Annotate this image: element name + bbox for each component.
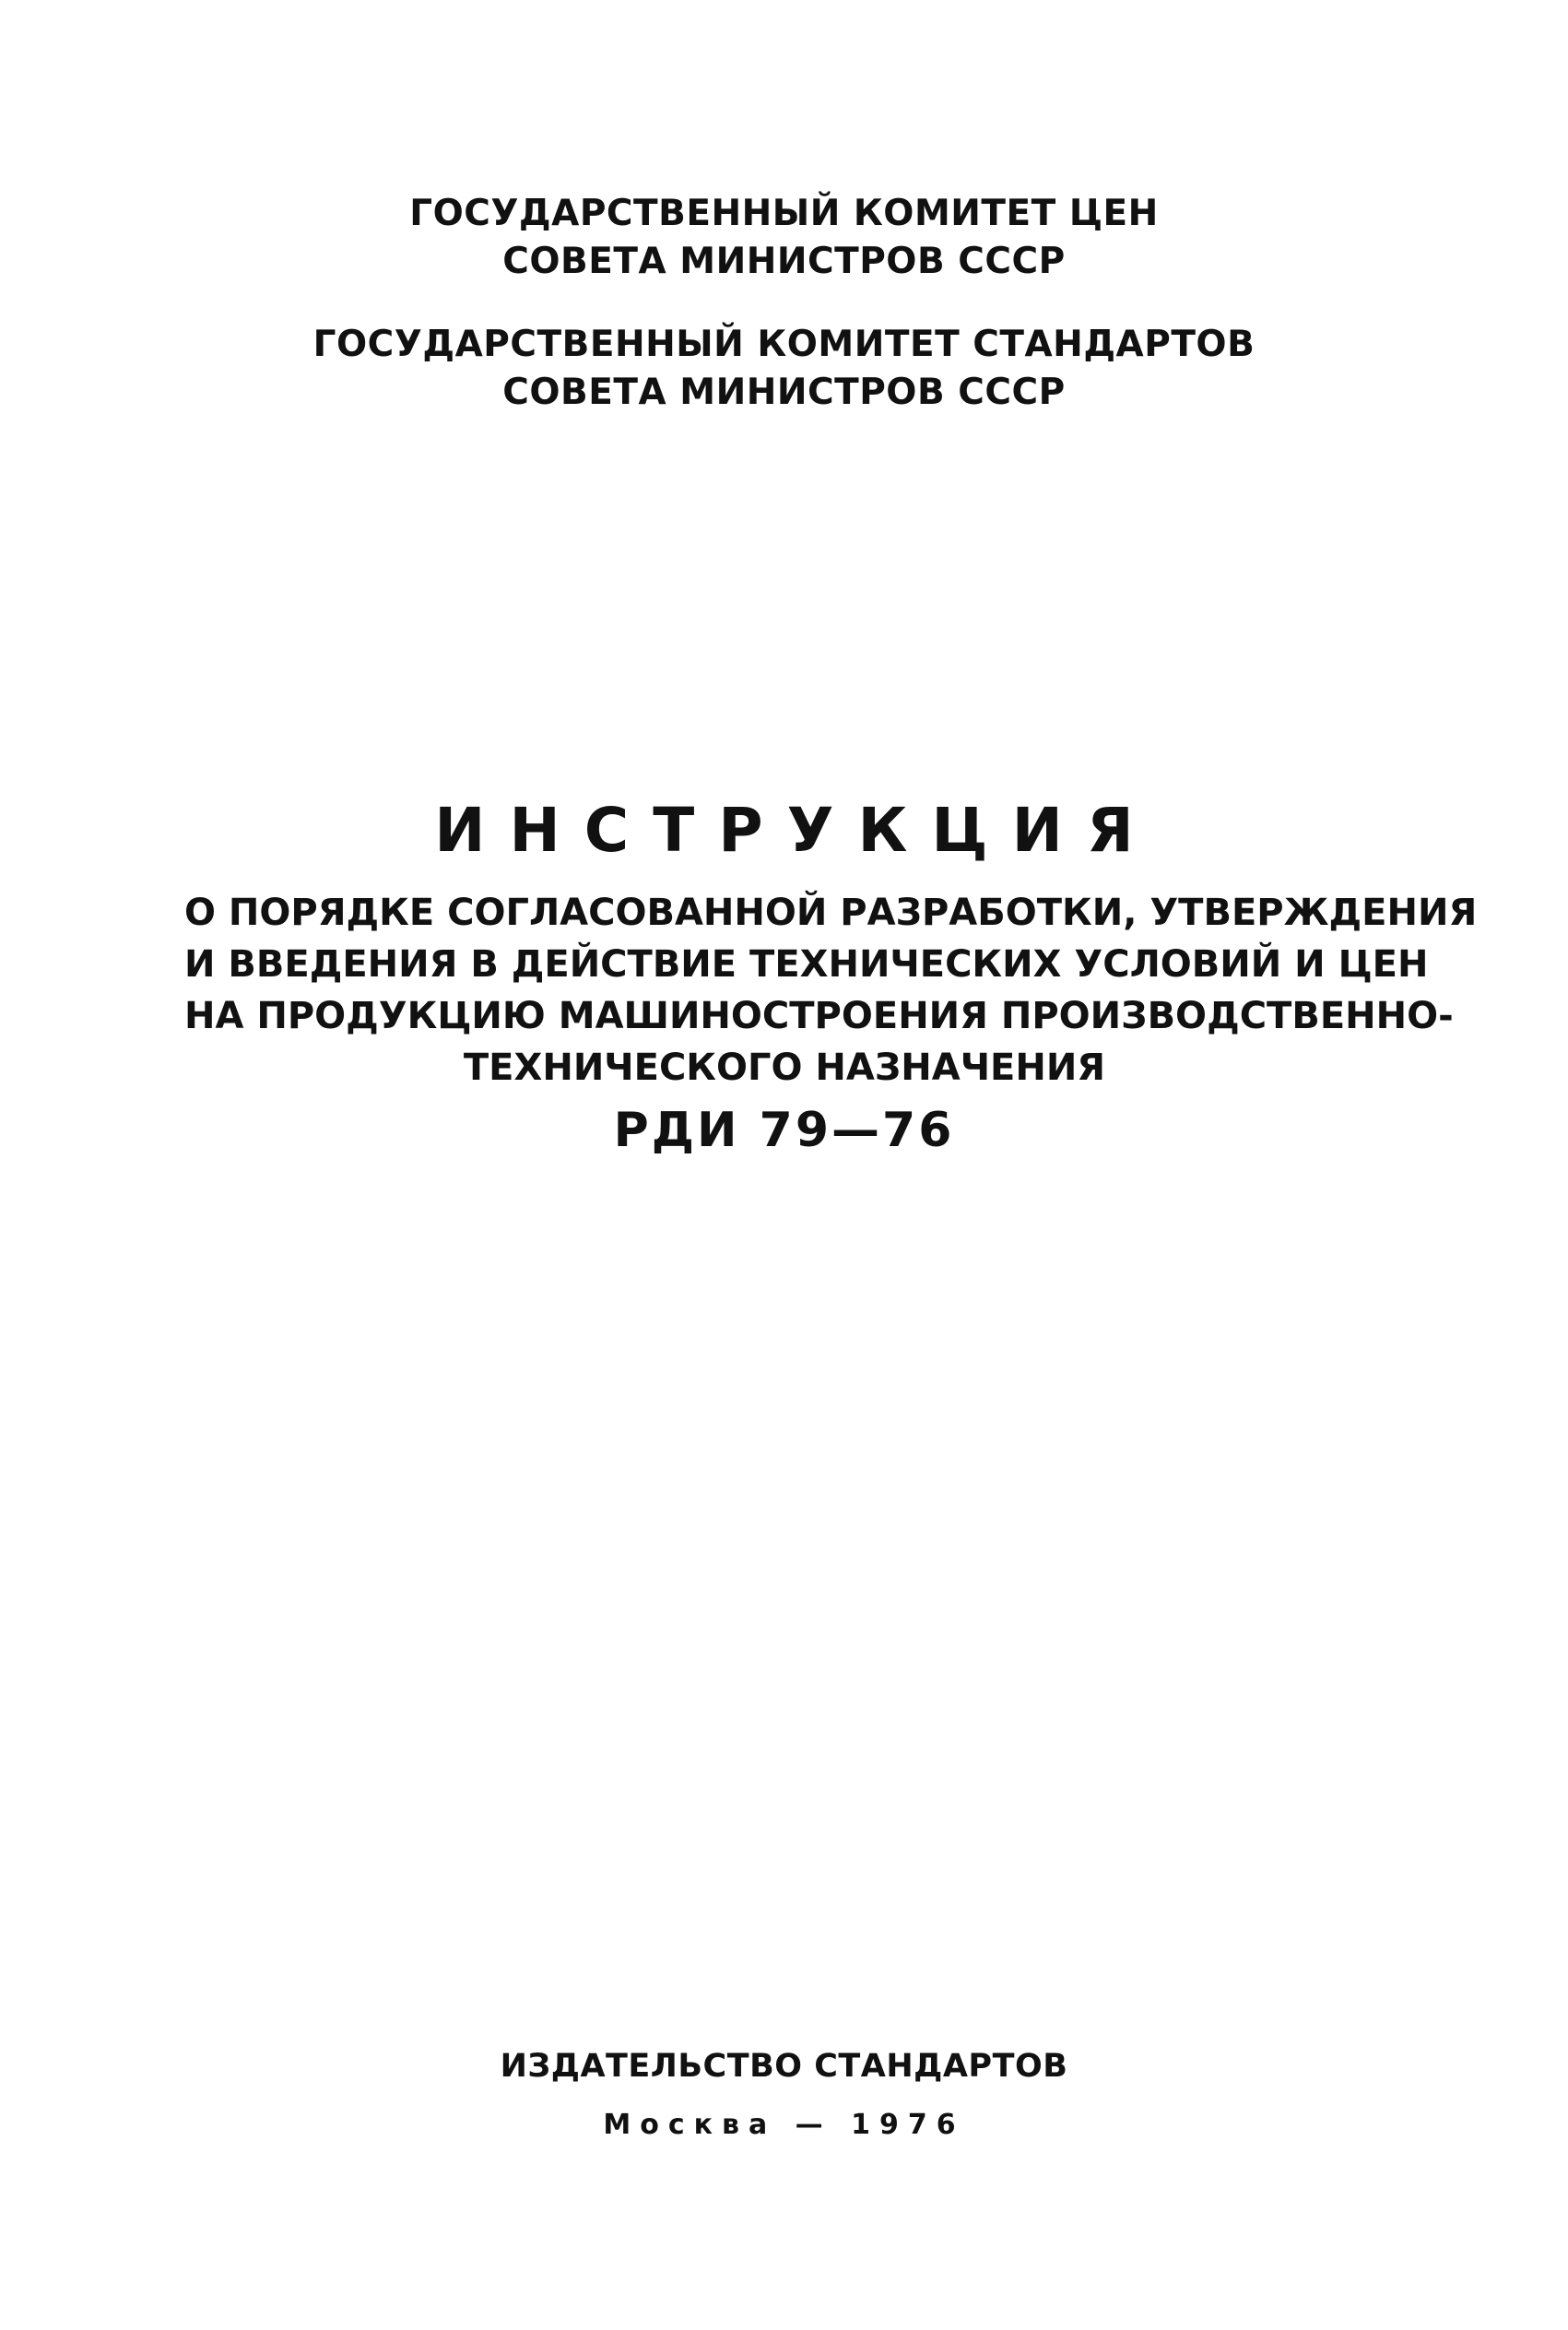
subtitle-line-2: И ВВЕДЕНИЯ В ДЕЙСТВИЕ ТЕХНИЧЕСКИХ УСЛОВИЙ И ЦЕН <box>184 943 1429 986</box>
organization-1-line-2: СОВЕТА МИНИСТРОВ СССР <box>502 241 1066 282</box>
organization-2-line-1: ГОСУДАРСТВЕННЫЙ КОМИТЕТ СТАНДАРТОВ <box>312 324 1256 365</box>
publisher-name: ИЗДАТЕЛЬСТВО СТАНДАРТОВ <box>500 2048 1068 2085</box>
organization-2-line-2: СОВЕТА МИНИСТРОВ СССР <box>502 372 1066 413</box>
organization-1-line-1: ГОСУДАРСТВЕННЫЙ КОМИТЕТ ЦЕН <box>409 193 1159 234</box>
document-subtitle <box>184 887 1478 1094</box>
subtitle-line-4: ТЕХНИЧЕСКОГО НАЗНАЧЕНИЯ <box>463 1047 1106 1089</box>
subtitle-line-3: НА ПРОДУКЦИЮ МАШИНОСТРОЕНИЯ ПРОИЗВОДСТВЕННО- <box>184 995 1454 1037</box>
document-title: ИНСТРУКЦИЯ <box>434 795 1158 866</box>
publication-city-year: Москва — 1976 <box>603 2109 965 2141</box>
document-code: РДИ 79—76 <box>613 1103 955 1158</box>
subtitle-line-1: О ПОРЯДКЕ СОГЛАСОВАННОЙ РАЗРАБОТКИ, УТВЕРЖДЕНИЯ <box>184 892 1478 934</box>
